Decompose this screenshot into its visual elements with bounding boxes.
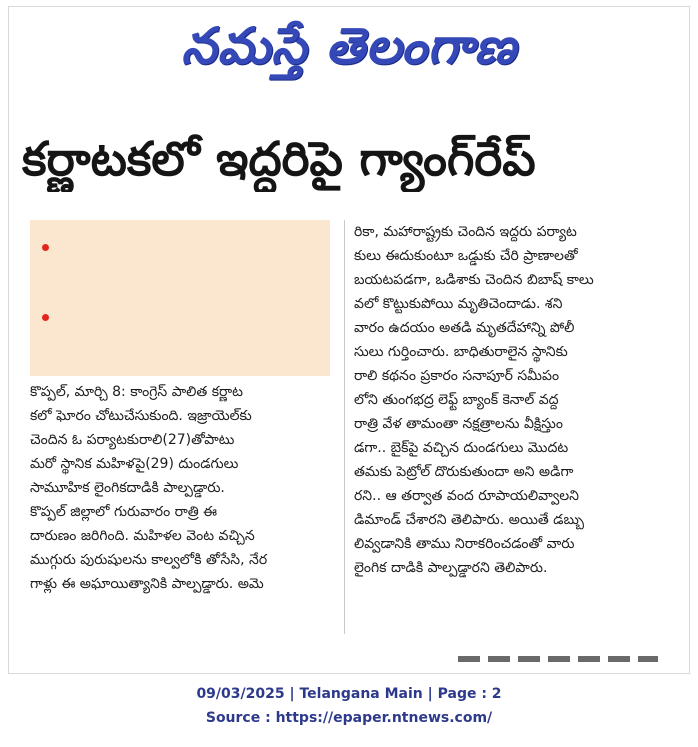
body-line: కొప్పల్ జిల్లాలో గురువారం రాత్రి ఈ bbox=[30, 504, 218, 520]
article-headline: కర్ణాటకలో ఇద్దరిపై గ్యాంగ్‌రేప్ bbox=[22, 132, 536, 187]
source-caption bbox=[0, 710, 698, 726]
body-line: డగా.. బైక్‌పై వచ్చిన దుండగులు మొదట bbox=[354, 440, 569, 456]
body-line: డిమాండ్ చేశారని తెలిపారు. అయితే డబ్బు bbox=[354, 512, 585, 528]
article-body-left-column bbox=[30, 380, 340, 596]
body-line: వారం ఉదయం అతడి మృతదేహాన్ని పోలీ bbox=[354, 320, 575, 336]
body-line: దారుణం జరిగింది. మహిళల వెంట వచ్చిన bbox=[30, 528, 255, 544]
body-line: లైంగిక దాడికి పాల్పడ్డారని తెలిపారు. bbox=[354, 560, 548, 576]
bullet-dot-icon bbox=[42, 244, 49, 251]
body-line: రాత్రి వేళ తామంతా నక్షత్రాలను వీక్షిస్తుం bbox=[354, 416, 563, 432]
body-line: బయటపడగా, ఒడిశాకు చెందిన బిబాష్ కాలు bbox=[354, 272, 594, 288]
body-line: కొప్పల్, మార్చి 8: కాంగ్రెస్ పాలిత కర్ణాట bbox=[30, 384, 243, 400]
body-line: రని.. ఆ తర్వాత వంద రూపాయలివ్వాలని bbox=[354, 488, 580, 504]
highlights-box bbox=[30, 220, 330, 376]
body-line: సులు గుర్తించారు. బాధితురాలైన స్థానికు bbox=[354, 344, 568, 360]
column-divider bbox=[344, 220, 345, 634]
source-link[interactable]: https://epaper.ntnews.com/ bbox=[275, 710, 493, 726]
body-line: చెందిన ఓ పర్యాటకురాలి(27)తోపాటు bbox=[30, 432, 235, 448]
masthead bbox=[9, 13, 689, 83]
body-line: లోని తుంగభద్ర లెఫ్ట్ బ్యాంక్ కెనాల్ వద్ద bbox=[354, 392, 559, 408]
body-line: ముగ్గురు పురుషులను కాల్వలోకి తోసేసి, నేర bbox=[30, 552, 268, 568]
source-label: Source : bbox=[205, 710, 276, 726]
cropped-next-article-edge bbox=[458, 656, 658, 662]
body-line: రాలి కథనం ప్రకారం సనాపూర్ సమీపం bbox=[354, 368, 560, 384]
body-line: మరో స్థానిక మహిళపై(29) దుండగులు bbox=[30, 456, 239, 472]
article-body-right-column bbox=[354, 220, 664, 580]
body-line: కలో ఘోరం చోటుచేసుకుంది. ఇజ్రాయెల్‌కు bbox=[30, 408, 252, 424]
body-line: రికా, మహారాష్ట్రకు చెందిన ఇద్దరు పర్యాట bbox=[354, 224, 577, 240]
body-line: వలో కొట్టుకుపోయి మృతిచెందాడు. శని bbox=[354, 296, 563, 312]
body-line: గాళ్లు ఈ అఘాయిత్యానికి పాల్పడ్డారు. అమె bbox=[30, 576, 264, 592]
body-line: లివ్వడానికి తాము నిరాకరించడంతో వారు bbox=[354, 536, 575, 552]
bullet-dot-icon bbox=[42, 314, 49, 321]
body-line: కులు ఈదుకుంటూ ఒడ్డుకు చేరి ప్రాణాలతో bbox=[354, 248, 578, 264]
body-line: తమకు పెట్రోల్ దొరుకుతుందా అని అడిగా bbox=[354, 464, 574, 480]
masthead-title: నమస్తే తెలంగాణ bbox=[181, 17, 517, 75]
body-line: సామూహిక లైంగికదాడికి పాల్పడ్డారు. bbox=[30, 480, 225, 496]
publication-info: 09/03/2025 | Telangana Main | Page : 2 bbox=[196, 686, 502, 702]
